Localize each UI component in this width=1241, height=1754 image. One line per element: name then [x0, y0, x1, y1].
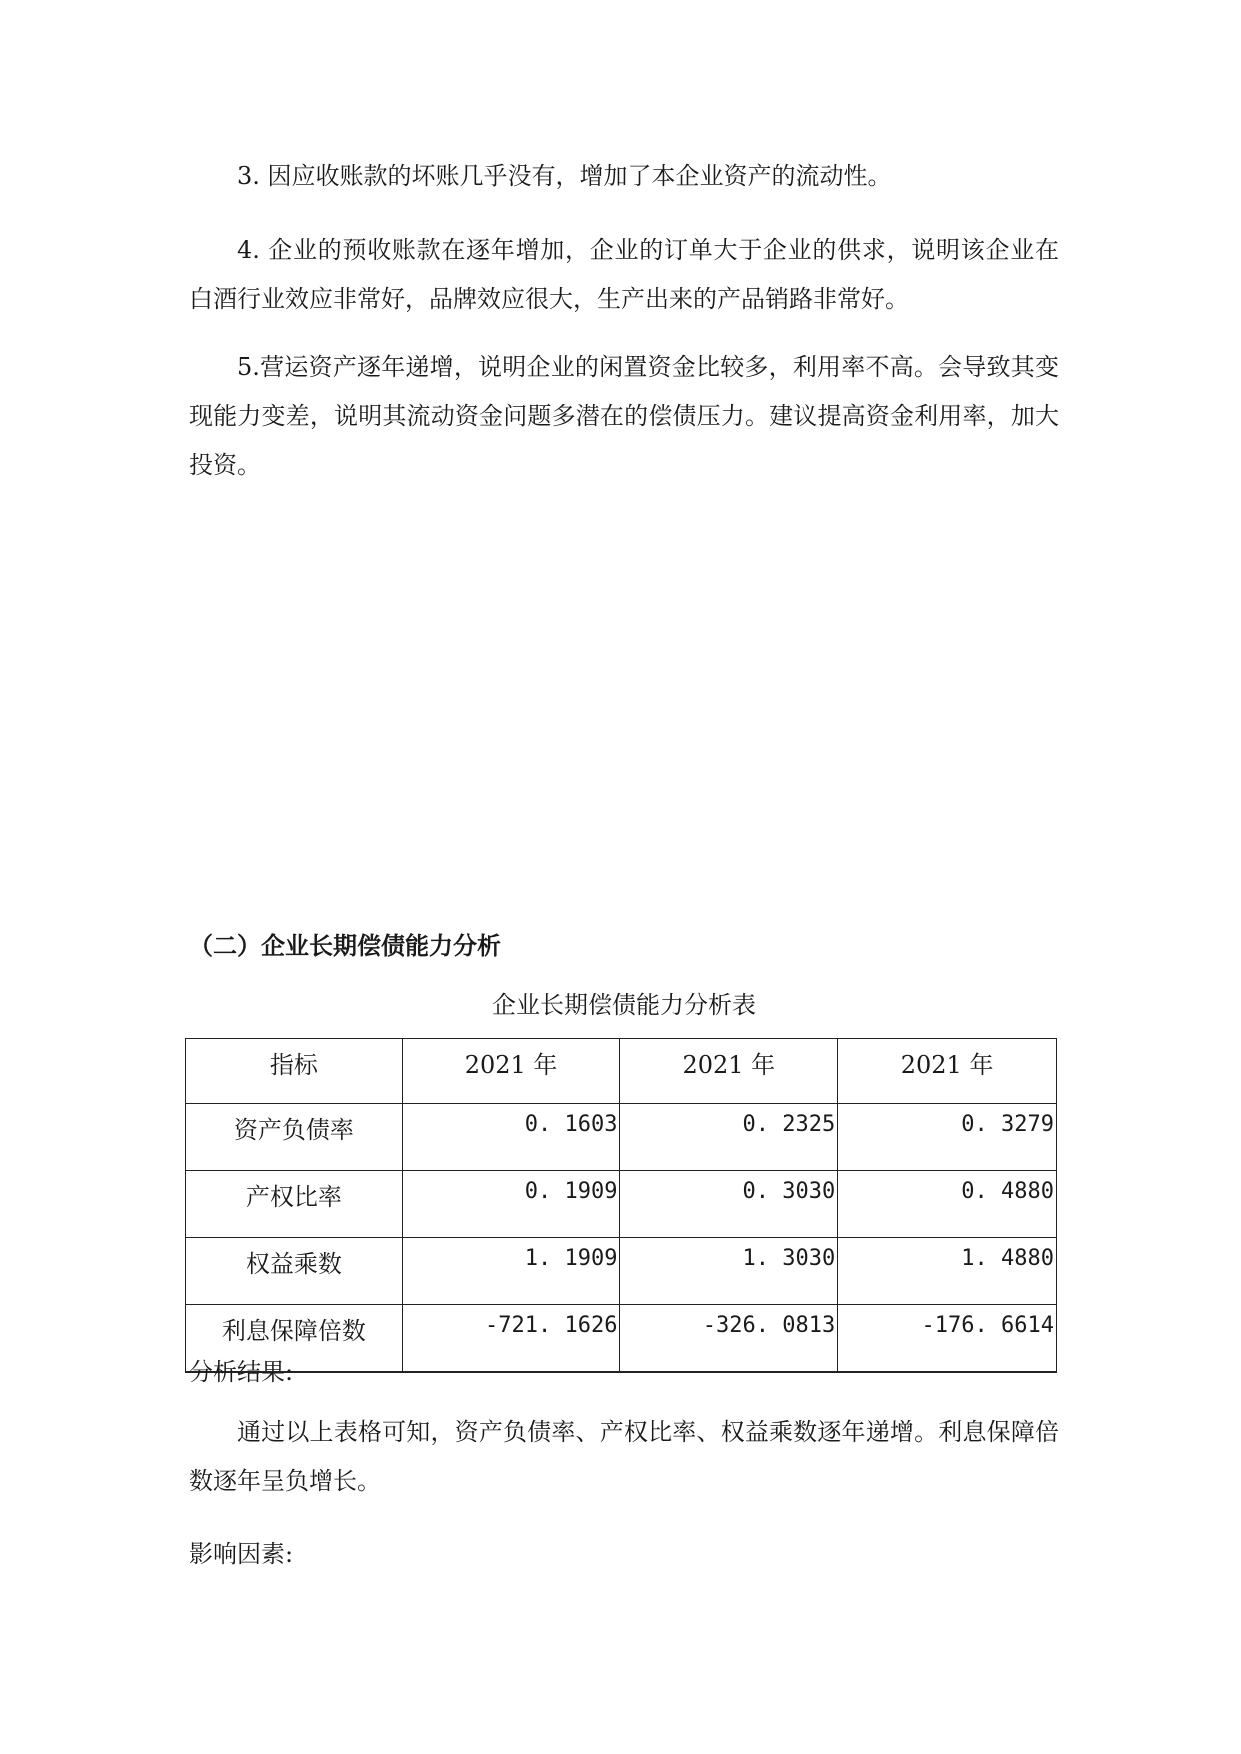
result-heading: 分析结果:: [189, 1358, 294, 1386]
header-year: 2021 年: [620, 1039, 838, 1104]
table-cell: 0. 4880: [838, 1171, 1057, 1238]
table-cell: 0. 3030: [620, 1171, 838, 1238]
row-label: 利息保障倍数: [186, 1305, 403, 1373]
paragraph-item-5: 5.营运资产逐年递增，说明企业的闲置资金比较多，利用率不高。会导致其变现能力变差，说明其流动资金问题多潜在的偿债压力。建议提高资金利用率，加大投资。: [189, 353, 1059, 479]
table-cell: 0. 1909: [402, 1171, 620, 1238]
paragraph-item-3: 3. 因应收账款的坏账几乎没有，增加了本企业资产的流动性。: [237, 162, 892, 190]
table-cell: 0. 1603: [402, 1104, 620, 1171]
table-header-row: [186, 1039, 1057, 1104]
table-cell: -326. 0813: [620, 1305, 838, 1373]
row-label: 产权比率: [186, 1171, 403, 1238]
table-row: [186, 1305, 1057, 1373]
table-row: [186, 1238, 1057, 1305]
row-label: 权益乘数: [186, 1238, 403, 1305]
table-cell: 0. 3279: [838, 1104, 1057, 1171]
header-indicator: 指标: [186, 1039, 403, 1104]
section-title: （二）企业长期偿债能力分析: [189, 932, 501, 960]
paragraph-item-4: 4. 企业的预收账款在逐年增加，企业的订单大于企业的供求，说明该企业在白酒行业效应非常好，品牌效应很大，生产出来的产品销路非常好。: [189, 236, 1059, 313]
header-year: 2021 年: [402, 1039, 620, 1104]
table-cell: 1. 1909: [402, 1238, 620, 1305]
table-cell: -721. 1626: [402, 1305, 620, 1373]
table-cell: 0. 2325: [620, 1104, 838, 1171]
solvency-table: [185, 1038, 1057, 1373]
table-cell: 1. 3030: [620, 1238, 838, 1305]
table-cell: 1. 4880: [838, 1238, 1057, 1305]
table-row: [186, 1171, 1057, 1238]
factor-heading: 影响因素:: [189, 1540, 294, 1568]
result-paragraph: 通过以上表格可知，资产负债率、产权比率、权益乘数逐年递增。利息保障倍数逐年呈负增长。: [189, 1418, 1059, 1495]
header-year: 2021 年: [838, 1039, 1057, 1104]
row-label: 资产负债率: [186, 1104, 403, 1171]
table-caption: 企业长期偿债能力分析表: [492, 991, 756, 1019]
table-row: [186, 1104, 1057, 1171]
table-cell: -176. 6614: [838, 1305, 1057, 1373]
